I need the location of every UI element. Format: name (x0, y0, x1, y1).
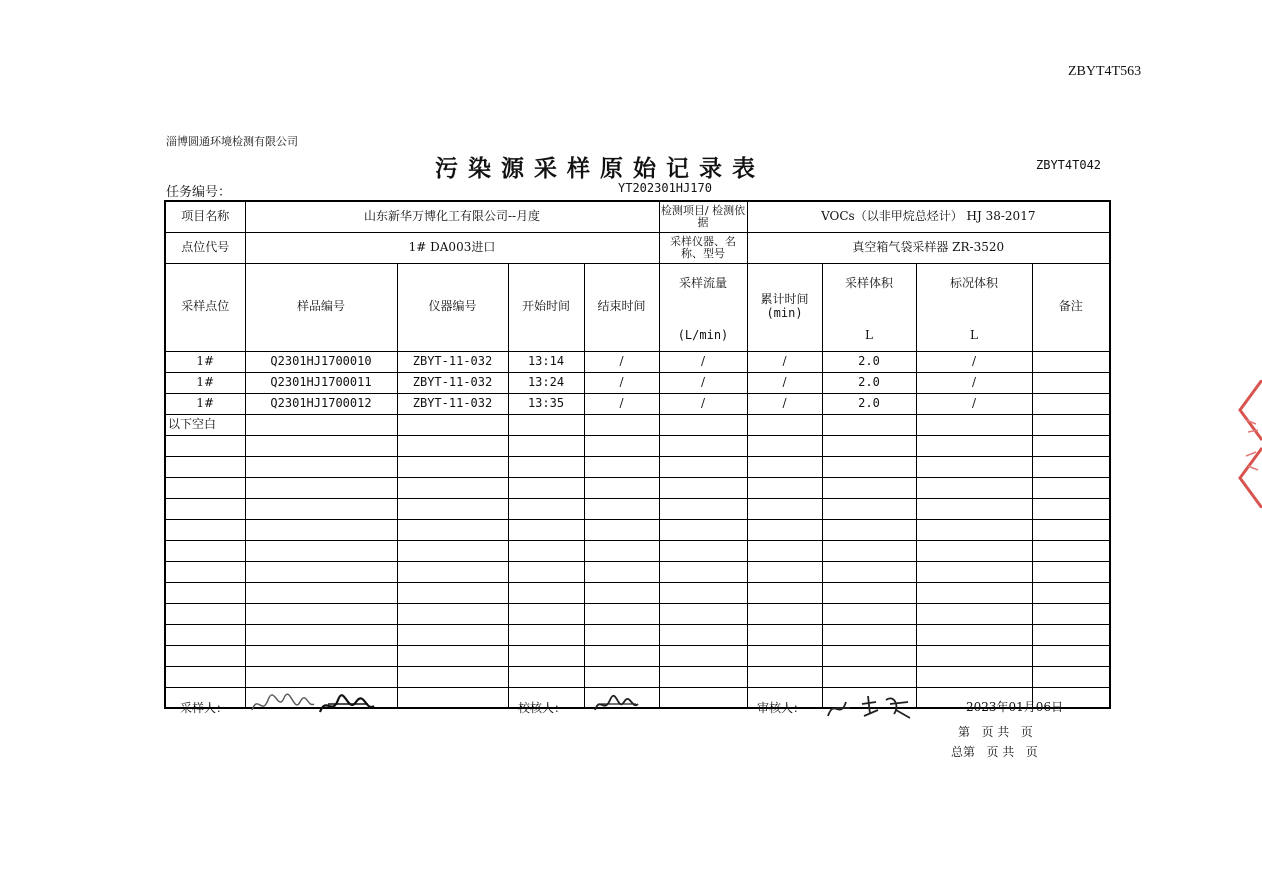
empty-row (165, 519, 1110, 540)
empty-cell (508, 540, 584, 561)
detect-label: 检测项目/ 检测依据 (659, 201, 747, 232)
empty-cell (822, 456, 916, 477)
empty-cell (1032, 498, 1110, 519)
cell-remark (1032, 351, 1110, 372)
col-flow-unit: (L/min) (677, 328, 729, 343)
cell-cum: / (747, 351, 822, 372)
empty-cell (584, 666, 659, 687)
empty-cell (397, 603, 508, 624)
empty-cell (747, 540, 822, 561)
empty-cell (397, 456, 508, 477)
empty-cell (916, 456, 1032, 477)
reviewer-signature (824, 690, 914, 724)
empty-cell (245, 456, 397, 477)
empty-cell (584, 456, 659, 477)
form-title (0, 150, 1200, 183)
cell-cum: / (747, 393, 822, 414)
form-code: ZBYT4T042 (1036, 158, 1102, 172)
empty-rows (165, 435, 1110, 708)
empty-cell (165, 561, 245, 582)
page-indicator: 第 页 共 页 (958, 725, 1033, 739)
cell-flow: / (659, 351, 747, 372)
instrument-value: 真空箱气袋采样器 ZR-3520 (747, 232, 1110, 263)
seal-stamp-partial (1236, 380, 1262, 508)
empty-cell (1032, 435, 1110, 456)
project-label: 项目名称 (165, 201, 245, 232)
empty-cell (508, 624, 584, 645)
empty-cell (1032, 624, 1110, 645)
empty-cell (508, 456, 584, 477)
empty-cell (822, 624, 916, 645)
point-label: 点位代号 (165, 232, 245, 263)
col-flow (659, 263, 747, 351)
sampling-record-table (164, 200, 1111, 709)
empty-cell (822, 519, 916, 540)
empty-cell (584, 414, 659, 435)
col-cum-time-unit: (min) (766, 306, 803, 320)
empty-cell (747, 498, 822, 519)
empty-cell (245, 540, 397, 561)
cell-std: / (916, 372, 1032, 393)
empty-cell (916, 666, 1032, 687)
cell-end: / (584, 372, 659, 393)
empty-cell (916, 477, 1032, 498)
cell-remark (1032, 372, 1110, 393)
empty-cell (916, 519, 1032, 540)
empty-cell (165, 435, 245, 456)
empty-cell (397, 666, 508, 687)
cell-end: / (584, 393, 659, 414)
empty-cell (822, 414, 916, 435)
empty-cell (508, 645, 584, 666)
cell-instrument: ZBYT-11-032 (397, 351, 508, 372)
cell-flow: / (659, 393, 747, 414)
total-page-indicator: 总第 页 共 页 (951, 745, 1038, 759)
cell-sample: Q2301HJ1700012 (245, 393, 397, 414)
empty-cell (508, 582, 584, 603)
blank-note: 以下空白 (165, 414, 245, 435)
cell-volume: 2.0 (822, 393, 916, 414)
sign-date: 2023年01月06日 (966, 700, 1064, 714)
project-row (165, 201, 1110, 232)
cell-point: 1# (165, 372, 245, 393)
empty-cell (659, 582, 747, 603)
empty-cell (747, 603, 822, 624)
empty-row (165, 582, 1110, 603)
empty-cell (397, 624, 508, 645)
empty-cell (245, 603, 397, 624)
cell-point: 1# (165, 393, 245, 414)
empty-cell (659, 456, 747, 477)
empty-cell (245, 498, 397, 519)
point-value: 1# DA003进口 (245, 232, 659, 263)
empty-cell (1032, 456, 1110, 477)
cell-std: / (916, 393, 1032, 414)
empty-cell (508, 603, 584, 624)
cell-volume: 2.0 (822, 351, 916, 372)
empty-cell (747, 477, 822, 498)
empty-row (165, 498, 1110, 519)
cell-start: 13:24 (508, 372, 584, 393)
empty-cell (245, 624, 397, 645)
empty-cell (397, 582, 508, 603)
task-number-value: YT202301HJ170 (618, 181, 712, 195)
empty-cell (659, 519, 747, 540)
empty-cell (916, 603, 1032, 624)
empty-cell (508, 666, 584, 687)
cell-cum: / (747, 372, 822, 393)
sampler-signature (248, 690, 378, 720)
cell-point: 1# (165, 351, 245, 372)
empty-cell (1032, 414, 1110, 435)
cell-std: / (916, 351, 1032, 372)
empty-cell (397, 477, 508, 498)
sampler-label: 采样人： (180, 701, 229, 715)
blank-note-row (165, 414, 1110, 435)
col-std-volume-label: 标况体积 (949, 276, 998, 290)
empty-cell (1032, 603, 1110, 624)
empty-cell (1032, 477, 1110, 498)
empty-cell (397, 561, 508, 582)
empty-cell (584, 477, 659, 498)
empty-cell (245, 519, 397, 540)
col-point: 采样点位 (165, 263, 245, 351)
empty-cell (165, 645, 245, 666)
empty-cell (916, 498, 1032, 519)
empty-cell (508, 561, 584, 582)
task-number-label: 任务编号： (166, 185, 232, 200)
empty-cell (245, 582, 397, 603)
empty-cell (584, 561, 659, 582)
cell-sample: Q2301HJ1700011 (245, 372, 397, 393)
empty-cell (245, 645, 397, 666)
empty-row (165, 624, 1110, 645)
empty-cell (397, 414, 508, 435)
empty-cell (659, 414, 747, 435)
table-row (165, 372, 1110, 393)
empty-cell (659, 603, 747, 624)
document-code: ZBYT4T563 (1068, 64, 1142, 79)
empty-cell (747, 582, 822, 603)
col-remark: 备注 (1032, 263, 1110, 351)
empty-cell (659, 435, 747, 456)
col-cum-time (747, 263, 822, 351)
empty-cell (659, 498, 747, 519)
empty-cell (165, 582, 245, 603)
col-std-volume (916, 263, 1032, 351)
empty-cell (822, 666, 916, 687)
empty-cell (747, 456, 822, 477)
empty-cell (584, 624, 659, 645)
empty-cell (397, 435, 508, 456)
empty-cell (165, 456, 245, 477)
empty-cell (822, 582, 916, 603)
empty-cell (916, 561, 1032, 582)
empty-cell (916, 540, 1032, 561)
empty-cell (659, 624, 747, 645)
empty-cell (659, 687, 747, 708)
empty-cell (822, 477, 916, 498)
cell-flow: / (659, 372, 747, 393)
instrument-label: 采样仪器、名称、型号 (659, 232, 747, 263)
empty-cell (822, 435, 916, 456)
empty-cell (397, 498, 508, 519)
empty-cell (397, 540, 508, 561)
col-end-time: 结束时间 (584, 263, 659, 351)
empty-cell (747, 435, 822, 456)
cell-instrument: ZBYT-11-032 (397, 372, 508, 393)
empty-cell (916, 582, 1032, 603)
empty-cell (245, 477, 397, 498)
empty-row (165, 456, 1110, 477)
empty-cell (245, 414, 397, 435)
empty-cell (508, 414, 584, 435)
empty-cell (584, 603, 659, 624)
empty-cell (747, 561, 822, 582)
empty-cell (822, 645, 916, 666)
empty-cell (584, 519, 659, 540)
empty-row (165, 561, 1110, 582)
empty-cell (397, 519, 508, 540)
empty-row (165, 645, 1110, 666)
empty-cell (747, 645, 822, 666)
col-sample-no: 样品编号 (245, 263, 397, 351)
empty-cell (245, 435, 397, 456)
empty-cell (822, 561, 916, 582)
empty-cell (1032, 540, 1110, 561)
empty-cell (508, 498, 584, 519)
empty-cell (397, 687, 508, 708)
col-instrument-no: 仪器编号 (397, 263, 508, 351)
cell-end: / (584, 351, 659, 372)
col-start-time: 开始时间 (508, 263, 584, 351)
col-flow-label: 采样流量 (678, 276, 727, 290)
empty-cell (659, 477, 747, 498)
empty-cell (584, 582, 659, 603)
empty-cell (165, 477, 245, 498)
empty-row (165, 666, 1110, 687)
empty-cell (916, 645, 1032, 666)
empty-cell (245, 561, 397, 582)
col-volume-unit: L (865, 328, 873, 343)
cell-instrument: ZBYT-11-032 (397, 393, 508, 414)
empty-cell (584, 435, 659, 456)
reviewer-label: 审核人： (757, 701, 806, 715)
point-row (165, 232, 1110, 263)
empty-cell (822, 540, 916, 561)
checker-signature (592, 692, 642, 718)
col-volume-label: 采样体积 (844, 276, 893, 290)
empty-cell (245, 666, 397, 687)
empty-cell (165, 624, 245, 645)
empty-row (165, 603, 1110, 624)
empty-cell (508, 435, 584, 456)
project-value: 山东新华万博化工有限公司--月度 (245, 201, 659, 232)
col-std-volume-unit: L (970, 328, 978, 343)
table-row (165, 351, 1110, 372)
empty-cell (822, 603, 916, 624)
empty-cell (747, 624, 822, 645)
empty-cell (659, 561, 747, 582)
col-cum-time-label: 累计时间 (760, 292, 809, 307)
empty-cell (747, 666, 822, 687)
company-name: 淄博圆通环境检测有限公司 (166, 135, 298, 148)
empty-row (165, 540, 1110, 561)
empty-cell (1032, 561, 1110, 582)
cell-start: 13:35 (508, 393, 584, 414)
empty-cell (397, 645, 508, 666)
checker-label: 校核人： (518, 701, 567, 715)
empty-cell (165, 603, 245, 624)
detect-value: VOCs（以非甲烷总烃计） HJ 38-2017 (747, 201, 1110, 232)
empty-cell (659, 540, 747, 561)
column-header-row (165, 263, 1110, 351)
empty-cell (659, 645, 747, 666)
empty-cell (747, 519, 822, 540)
empty-cell (584, 540, 659, 561)
empty-cell (822, 498, 916, 519)
empty-cell (508, 477, 584, 498)
empty-cell (508, 519, 584, 540)
empty-cell (916, 435, 1032, 456)
cell-volume: 2.0 (822, 372, 916, 393)
col-volume (822, 263, 916, 351)
empty-row (165, 477, 1110, 498)
empty-cell (165, 666, 245, 687)
empty-cell (747, 414, 822, 435)
empty-cell (1032, 519, 1110, 540)
empty-cell (916, 624, 1032, 645)
empty-cell (1032, 666, 1110, 687)
empty-cell (1032, 645, 1110, 666)
empty-cell (584, 498, 659, 519)
cell-sample: Q2301HJ1700010 (245, 351, 397, 372)
cell-remark (1032, 393, 1110, 414)
empty-cell (659, 666, 747, 687)
table-row (165, 393, 1110, 414)
form-title-text: 污染源采样原始记录表 (435, 155, 765, 182)
empty-cell (1032, 582, 1110, 603)
empty-cell (165, 540, 245, 561)
cell-start: 13:14 (508, 351, 584, 372)
empty-cell (916, 414, 1032, 435)
empty-row (165, 435, 1110, 456)
empty-cell (584, 645, 659, 666)
empty-cell (165, 519, 245, 540)
empty-cell (165, 498, 245, 519)
